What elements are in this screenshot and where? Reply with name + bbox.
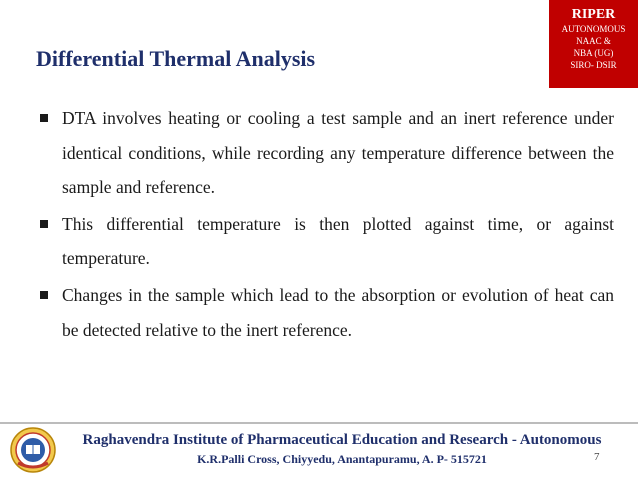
- bullet-item: [40, 278, 614, 347]
- bullet-square-icon: [40, 114, 48, 122]
- badge-line: NAAC &: [576, 36, 611, 46]
- institution-name: Raghavendra Institute of Pharmaceutical Education and Research - Autonomous: [82, 432, 602, 448]
- badge-title: RIPER: [571, 7, 616, 22]
- institution-logo-icon: [10, 427, 56, 473]
- badge-line: SIRO- DSIR: [570, 60, 617, 70]
- footer-divider: [0, 422, 638, 424]
- badge-line: NBA (UG): [573, 48, 614, 58]
- badge-line: AUTONOMOUS: [561, 24, 626, 34]
- bullet-list: [40, 101, 614, 349]
- institution-address: K.R.Palli Cross, Chiyyedu, Anantapuramu, A. P- 515721: [197, 452, 487, 466]
- page-number: 7: [594, 451, 600, 463]
- accreditation-badge: [549, 0, 638, 88]
- bullet-text: Changes in the sample which lead to the absorption or evolution of heat can be detected relative to the inert reference.: [62, 284, 614, 340]
- bullet-text: DTA involves heating or cooling a test sample and an inert reference under identical conditions, while recording any temperature difference between the sample and reference.: [62, 108, 614, 198]
- bullet-text: This differential temperature is then plotted against time, or against temperature.: [62, 213, 614, 269]
- slide-title: Differential Thermal Analysis: [36, 46, 316, 71]
- bullet-item: [40, 207, 614, 276]
- bullet-square-icon: [40, 220, 48, 228]
- bullet-item: [40, 101, 614, 205]
- bullet-square-icon: [40, 291, 48, 299]
